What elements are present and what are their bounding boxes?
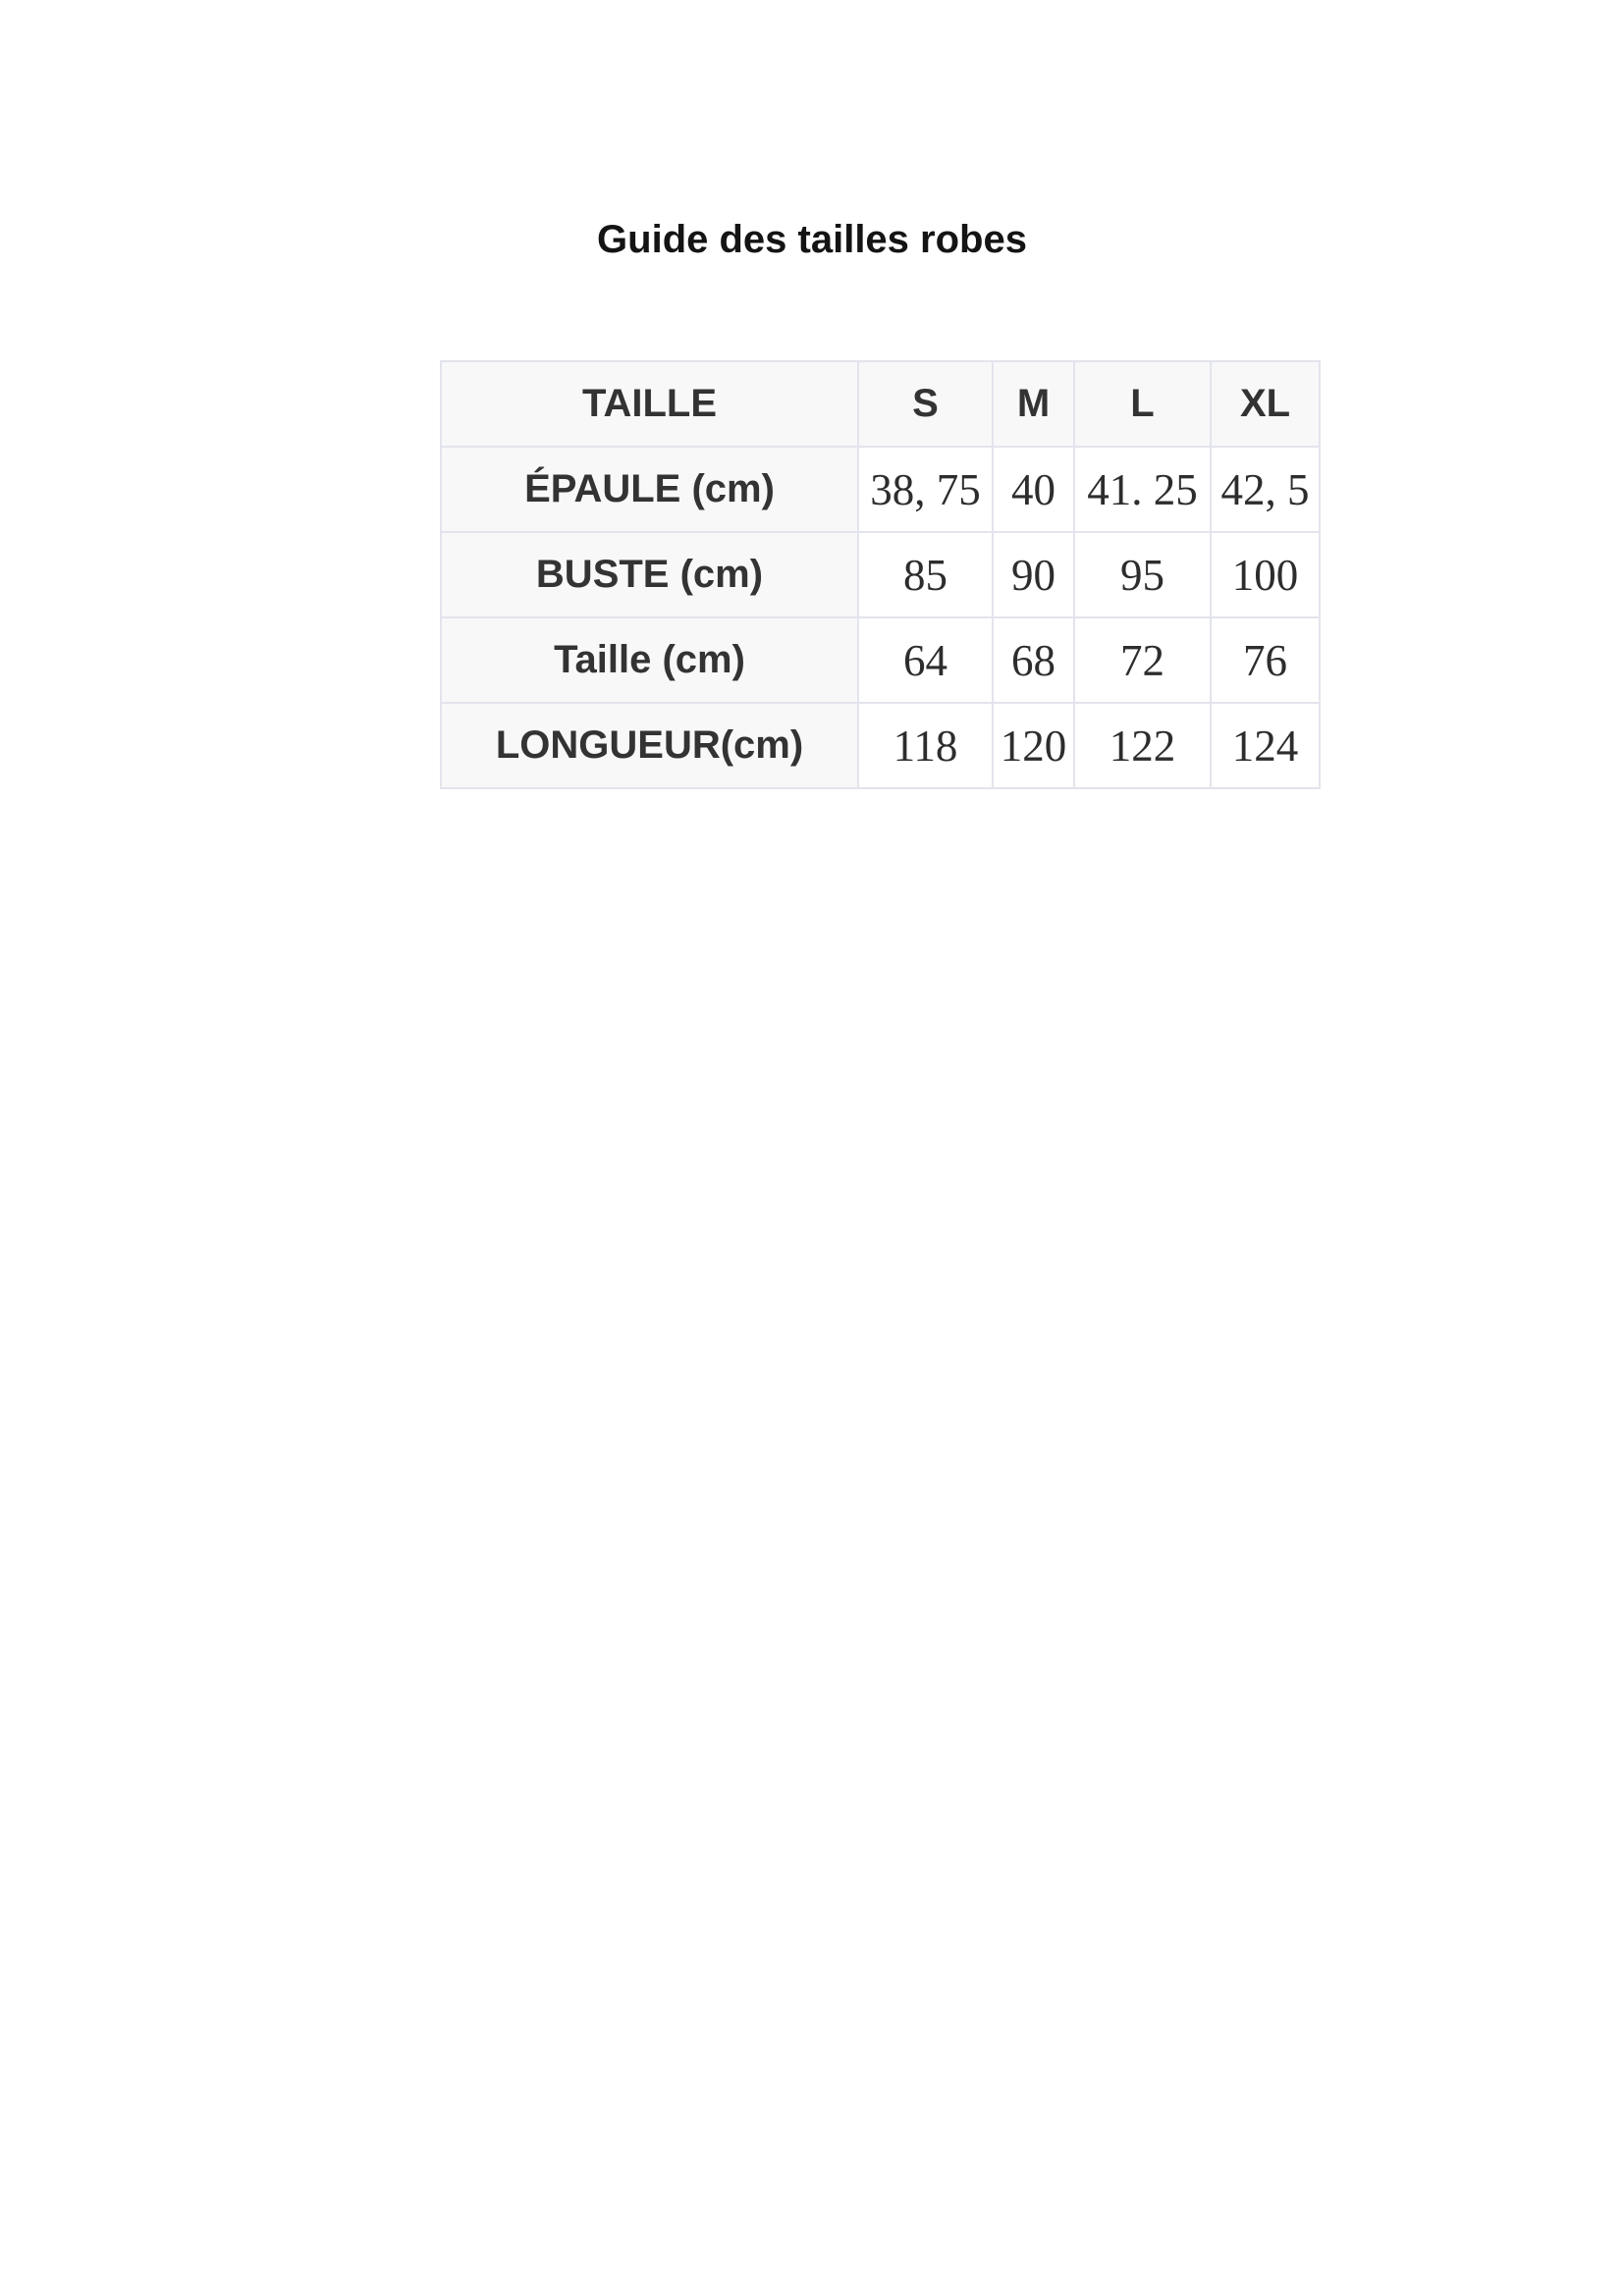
row-label-epaule: ÉPAULE (cm) xyxy=(441,447,858,532)
value-cell-longueur-m: 120 xyxy=(993,703,1074,788)
value-cell-taille-s: 64 xyxy=(858,617,993,703)
value-cell-longueur-xl: 124 xyxy=(1211,703,1320,788)
page-title: Guide des tailles robes xyxy=(597,218,1027,261)
value-cell-longueur-l: 122 xyxy=(1074,703,1211,788)
size-guide-table xyxy=(440,360,1321,789)
value-cell-buste-s: 85 xyxy=(858,532,993,617)
value-cell-buste-l: 95 xyxy=(1074,532,1211,617)
value-cell-taille-m: 68 xyxy=(993,617,1074,703)
value-cell-taille-l: 72 xyxy=(1074,617,1211,703)
header-cell-size-m: M xyxy=(993,361,1074,447)
row-label-buste: BUSTE (cm) xyxy=(441,532,858,617)
value-cell-longueur-s: 118 xyxy=(858,703,993,788)
table-row-epaule xyxy=(441,447,1320,532)
table-header-row xyxy=(441,361,1320,447)
value-cell-taille-xl: 76 xyxy=(1211,617,1320,703)
table-row-buste xyxy=(441,532,1320,617)
value-cell-epaule-xl: 42, 5 xyxy=(1211,447,1320,532)
header-cell-size-l: L xyxy=(1074,361,1211,447)
value-cell-buste-m: 90 xyxy=(993,532,1074,617)
row-label-longueur: LONGUEUR(cm) xyxy=(441,703,858,788)
table-row-taille xyxy=(441,617,1320,703)
value-cell-epaule-m: 40 xyxy=(993,447,1074,532)
value-cell-buste-xl: 100 xyxy=(1211,532,1320,617)
header-cell-size-xl: XL xyxy=(1211,361,1320,447)
value-cell-epaule-s: 38, 75 xyxy=(858,447,993,532)
header-cell-size-s: S xyxy=(858,361,993,447)
header-cell-taille: TAILLE xyxy=(441,361,858,447)
table-row-longueur xyxy=(441,703,1320,788)
row-label-taille: Taille (cm) xyxy=(441,617,858,703)
value-cell-epaule-l: 41. 25 xyxy=(1074,447,1211,532)
